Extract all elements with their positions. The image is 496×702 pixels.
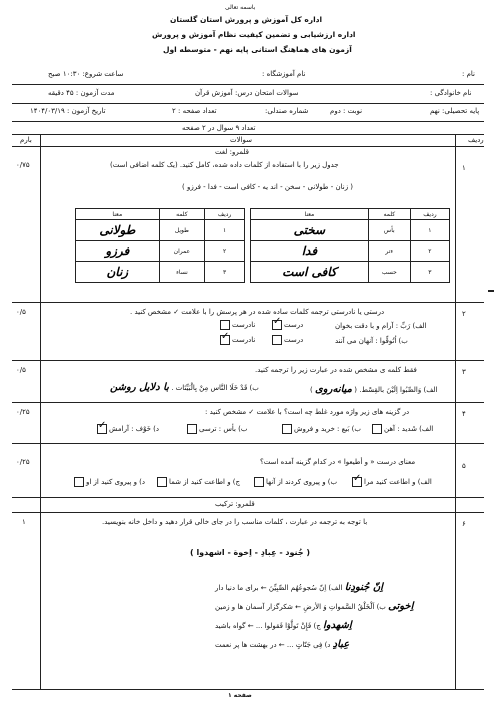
q4-option-a: الف) شَدید : آهن <box>370 424 433 434</box>
q5-number: ۵ <box>462 462 466 470</box>
q1-head-meaning: معنا <box>251 209 369 220</box>
turn-field: نوبت : دوم <box>330 107 363 115</box>
q4-option-b: ب) بَیع : خرید و فروش <box>280 424 361 434</box>
q6-line-b: اِخوتی ب) اَلْخَلْقُ السَّمواتِ وَ الأرضِ ← شکرگزار آسمان ها و زمین <box>215 601 414 612</box>
q4-option-d: د) خَوْف : آرامش✓ <box>95 424 159 434</box>
answer-handwriting: اِنّ جُنودِنا <box>344 582 383 593</box>
header-line-3: آزمون های هماهنگ استانی پایه نهم - متوسطه اول <box>163 45 352 54</box>
q2-a-wrong: نادرست <box>218 320 255 330</box>
header-line-1: اداره کل آموزش و پرورش استان گلستان <box>170 15 323 24</box>
checkbox-checked[interactable] <box>97 424 107 434</box>
q4-score: ۰/۲۵ <box>16 408 30 416</box>
q2-text: درستی یا نادرستی ترجمه کلمات ساده شده در هر پرسش را با علامت ✓ مشخص کنید . <box>130 308 385 316</box>
pages-field: تعداد صفحه : ۲ <box>172 107 217 115</box>
q3-text: فقط کلمه ی مشخص شده در عبارت زیر را ترجمه کنید. <box>255 366 417 374</box>
subject-field: سوالات امتحان درس: آموزش قرآن <box>195 89 299 97</box>
q5-score: ۰/۲۵ <box>16 458 30 466</box>
seat-field: شماره صندلی: <box>265 107 309 115</box>
table-row: ۳ حسب کافی است <box>251 262 450 283</box>
q2-score: ۰/۵ <box>16 308 26 316</box>
section-title: قلمرو: لغت <box>215 148 249 156</box>
col-score-header: بارم <box>20 136 32 144</box>
q4-number: ۴ <box>462 410 466 418</box>
q3-item-b: ب) قَدْ خَلَا النَّاس مِنْ بِالْبَیِّنَات . با دلایل روشن <box>110 382 259 393</box>
q5-option-d: د) و پیروی کنید از او <box>72 477 145 487</box>
q4-option-c: ب) بأس : ترسی <box>185 424 248 434</box>
section-title-2: قلمرو: ترکیب <box>215 500 255 508</box>
q6-line-a: اِنّ جُنودِنا الف) اِنّ سُجوعُهُم الصِّبِیِّنَ ← برای ما دنیا دار <box>215 582 383 593</box>
q1-head-row: ردیف <box>410 209 449 220</box>
grade-field: پایه تحصیلی: نهم <box>430 107 480 115</box>
q1-head-word: کلمه <box>368 209 410 220</box>
q6-word-list: ( جُنود - عِبادِ - اِخوة - اشهدوا ) <box>190 548 311 557</box>
checkbox[interactable] <box>187 424 197 434</box>
checkbox[interactable] <box>220 320 230 330</box>
checkbox[interactable] <box>272 335 282 345</box>
checkbox[interactable] <box>282 424 292 434</box>
answer-handwriting: با دلایل روشن <box>110 382 169 393</box>
q1-word-list: ( زنان - طولانی - سخن - اند یه - کافی است - فدا - فرزو ) <box>182 183 354 191</box>
table-row: ۱ طویل طولانی <box>76 220 245 241</box>
q2-b-correct: درست <box>270 335 303 345</box>
q6-number: ۶ <box>462 520 466 528</box>
family-field: نام خانوادگی : <box>430 89 472 97</box>
checkbox[interactable] <box>157 477 167 487</box>
q5-option-c: ج) و اطاعت کنید از شما <box>155 477 240 487</box>
q2-b-wrong: نادرست✓ <box>218 335 255 345</box>
q1-text: جدول زیر را با استفاده از کلمات داده شده، کامل کنید. (یک کلمه اضافی است) <box>110 161 339 169</box>
checkbox-checked[interactable] <box>220 335 230 345</box>
q3-number: ۳ <box>462 368 466 376</box>
q5-option-b: ب) و پیروی کردند از آنها <box>252 477 337 487</box>
header-line-2: اداره ارزشیابی و تضمین کیفیت نظام آموزش و پرورش <box>152 30 356 39</box>
answer-handwriting: عِبادِ <box>332 639 350 650</box>
q2-number: ۲ <box>462 310 466 318</box>
checkbox[interactable] <box>372 424 382 434</box>
q6-line-d: عِبادِ د) فِی جَنّاتٍ ... ← در بهشت ها پر نعمت <box>215 639 350 650</box>
checkbox[interactable] <box>254 477 264 487</box>
q3-score: ۰/۵ <box>16 366 26 374</box>
answer-handwriting: کافی است <box>251 262 369 283</box>
q6-score: ۱ <box>22 518 26 526</box>
q6-text: با توجه به ترجمه در عبارت ، کلمات مناسب را در جای خالی قرار دهید و داخل خانه بنویسید. <box>102 518 368 526</box>
name-field: نام : <box>462 70 475 78</box>
date-field: تاریخ آزمون : ۱۴۰۴/۰۳/۱۹ <box>30 107 106 115</box>
q1-table-left: ردیف کلمه معنا ۱ طویل طولانی ۲ عمران فرزو ۳ نساء زنان <box>75 208 245 283</box>
q2-item-b: ب) اُتُوفِّوا : آنهان می آنند <box>335 337 408 345</box>
table-row: ۳ نساء زنان <box>76 262 245 283</box>
answer-handwriting: اِشهدوا <box>322 620 352 631</box>
q5-option-a: الف) و اطاعت کنید مرا✓ <box>350 477 432 487</box>
answer-handwriting: اِخوتی <box>388 601 414 612</box>
answer-handwriting: طولانی <box>76 220 160 241</box>
answer-handwriting: زنان <box>76 262 160 283</box>
q5-text: معنای درست « و أطیعوا » در کدام گزینه آمده است؟ <box>260 458 416 466</box>
scan-mark <box>488 290 494 292</box>
q2-item-a: الف) رَبِّ : آرام و با دقت بخوان <box>335 322 427 330</box>
col-questions-header: سوالات <box>230 136 253 144</box>
start-time: ساعت شروع: ۱۰:۳۰ صبح <box>48 70 124 78</box>
q1-score: ۰/۷۵ <box>16 161 30 169</box>
page-footer: صفحه ۱ <box>228 692 252 699</box>
question-count: تعداد ۹ سوال در ۲ صفحه <box>182 124 256 132</box>
q6-line-c: اِشهدوا ج) فَإِنْ تَولَّوْا فَقولوا ... ← گواه باشید <box>215 620 352 631</box>
answer-handwriting: میانه‌روی <box>314 384 353 395</box>
q3-item-a: الف) وَالصِّبُوا اِلَیْنَ بالقِسْط. ( میانه‌روی ) <box>310 384 438 395</box>
q1-number: ۱ <box>462 164 466 172</box>
table-row: ۲ ءتر فدا <box>251 241 450 262</box>
checkbox-checked[interactable] <box>272 320 282 330</box>
basmala: باسمه تعالی <box>225 4 256 11</box>
q1-table-right <box>250 208 450 283</box>
checkbox-checked[interactable] <box>352 477 362 487</box>
answer-handwriting: فدا <box>251 241 369 262</box>
answer-handwriting: فرزو <box>76 241 160 262</box>
answer-handwriting: سختی <box>251 220 369 241</box>
school-field: نام آموزشگاه : <box>262 70 306 78</box>
checkbox[interactable] <box>74 477 84 487</box>
table-row: ۲ عمران فرزو <box>76 241 245 262</box>
table-row: ۱ بأس سختی <box>251 220 450 241</box>
q2-a-correct: درست✓ <box>270 320 303 330</box>
col-row-header: ردیف <box>468 136 484 144</box>
q4-text: در گزینه های زیر واژه مورد غلط چه است؟ با علامت ✓ مشخص کنید : <box>205 408 410 416</box>
duration-field: مدت آزمون : ۴۵ دقیقه <box>48 89 115 97</box>
